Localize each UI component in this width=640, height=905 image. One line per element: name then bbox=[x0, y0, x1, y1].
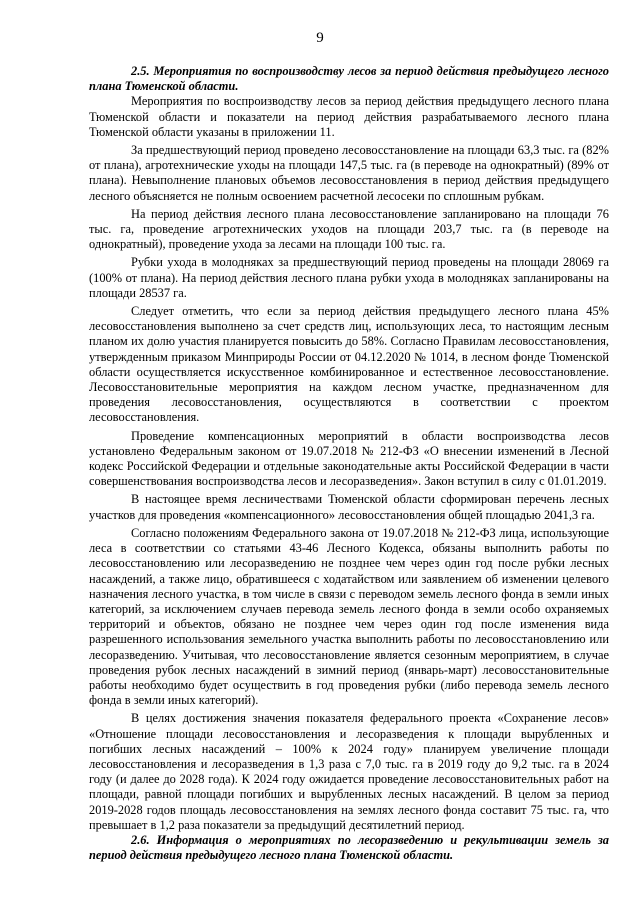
paragraph: В настоящее время лесничествами Тюменской области сформирован перечень лесных участков для проведения «компенсационного» лесовосстановления общей площадью 2041,3 га. bbox=[89, 492, 609, 522]
paragraph: Проведение компенсационных мероприятий в области воспроизводства лесов установлено Федеральным законом от 19.07.2018 № 212-ФЗ «О внесении изменений в Лесной кодекс Российской Федерации и отдельные законодательные акты Российской Федерации в части совершенствования воспроизводства лесов и лесоразведения». Закон вступил в силу с 01.01.2019. bbox=[89, 428, 609, 489]
document-body bbox=[89, 64, 609, 863]
section-2-5-heading: 2.5. Мероприятия по воспроизводству лесов за период действия предыдущего лесного плана Тюменской области. bbox=[89, 64, 609, 94]
paragraph: Мероприятия по воспроизводству лесов за период действия предыдущего лесного плана Тюменской области и показатели на период действия разрабатываемого лесного плана Тюменской области указаны в приложении 11. bbox=[89, 94, 609, 139]
paragraph: В целях достижения значения показателя федерального проекта «Сохранение лесов» «Отношение площади лесовосстановления и лесоразведения к площади вырубленных и погибших лесных насаждений – 100% к 2024 году» планируем увеличение площади лесовосстановления и лесоразведения в 1,3 раза с 7,0 тыс. га в 2019 году до 9,2 тыс. га в 2024 году (и далее до 2028 года). К 2024 году ожидается проведение лесовосстановительных работ на площади, равной площади погибших и вырубленных лесных насаждений. В целом за период 2019-2028 годов площадь лесовосстановления на землях лесного фонда составит 75 тыс. га, что превышает в 1,2 раза показатели за предыдущий десятилетний период. bbox=[89, 711, 609, 832]
paragraph: За предшествующий период проведено лесовосстановление на площади 63,3 тыс. га (82% от плана), агротехнические уходы на площади 147,5 тыс. га (в переводе на однократный) (89% от плана). Невыполнение плановых объемов лесовосстановления в период действия предыдущего лесного объясняется не полным освоением расчетной лесосеки по сплошным рубкам. bbox=[89, 143, 609, 203]
paragraph: На период действия лесного плана лесовосстановление запланировано на площади 76 тыс. га, проведение агротехнических уходов на площади 203,7 тыс. га (в переводе на однократный), проведение ухода за лесами на площади 100 тыс. га. bbox=[89, 206, 609, 252]
paragraph: Согласно положениям Федерального закона от 19.07.2018 № 212-ФЗ лица, использующие леса в соответствии со статьями 43-46 Лесного Кодекса, обязаны выполнить работы по лесовосстановлению или лесоразведению не позднее чем через один год после рубки лесных насаждений, а также лицо, обратившееся с ходатайством или заявлением об изменении целевого назначения лесного участка, в том числе в связи с переводом земель лесного фонда в земли иных категорий, за исключением случаев перевода земель лесного фонда в земли особо охраняемых территорий и объектов, обязано не позднее чем через один год после изменения вида разрешенного использования земельного участка выполнить работы по лесовосстановлению или лесоразведению. Учитывая, что лесовосстановление является сезонным мероприятием, в случае проведения рубок лесных насаждений в зимний период (январь-март) лесовосстановительные работы необходимо будет осуществить в год проведения рубки (либо перевода земель лесного фонда в земли иных категорий). bbox=[89, 525, 609, 708]
paragraph: Следует отметить, что если за период действия предыдущего лесного плана 45% лесовосстановления выполнено за счет средств лиц, использующих леса, то настоящим лесным планом их долю участия планируется повысить до 58%. Согласно Правилам лесовосстановления, утвержденным приказом Минприроды России от 04.12.2020 № 1014, в лесном фонде Тюменской области осуществляется искусственное комбинированное и естественное лесовосстановление. Лесовосстановительные мероприятия на каждом лесном участке, предназначенном для проведения лесовосстановления, осуществляются в соответствии с проектом лесовосстановления. bbox=[89, 304, 609, 425]
page-number: 9 bbox=[316, 30, 324, 46]
section-2-6-heading: 2.6. Информация о мероприятиях по лесоразведению и рекультивации земель за период действия предыдущего лесного плана Тюменской области. bbox=[89, 832, 609, 863]
paragraph: Рубки ухода в молодняках за предшествующий период проведены на площади 28069 га (100% от плана). На период действия лесного плана рубки ухода в молодняках запланированы на площади 28537 га. bbox=[89, 255, 609, 300]
